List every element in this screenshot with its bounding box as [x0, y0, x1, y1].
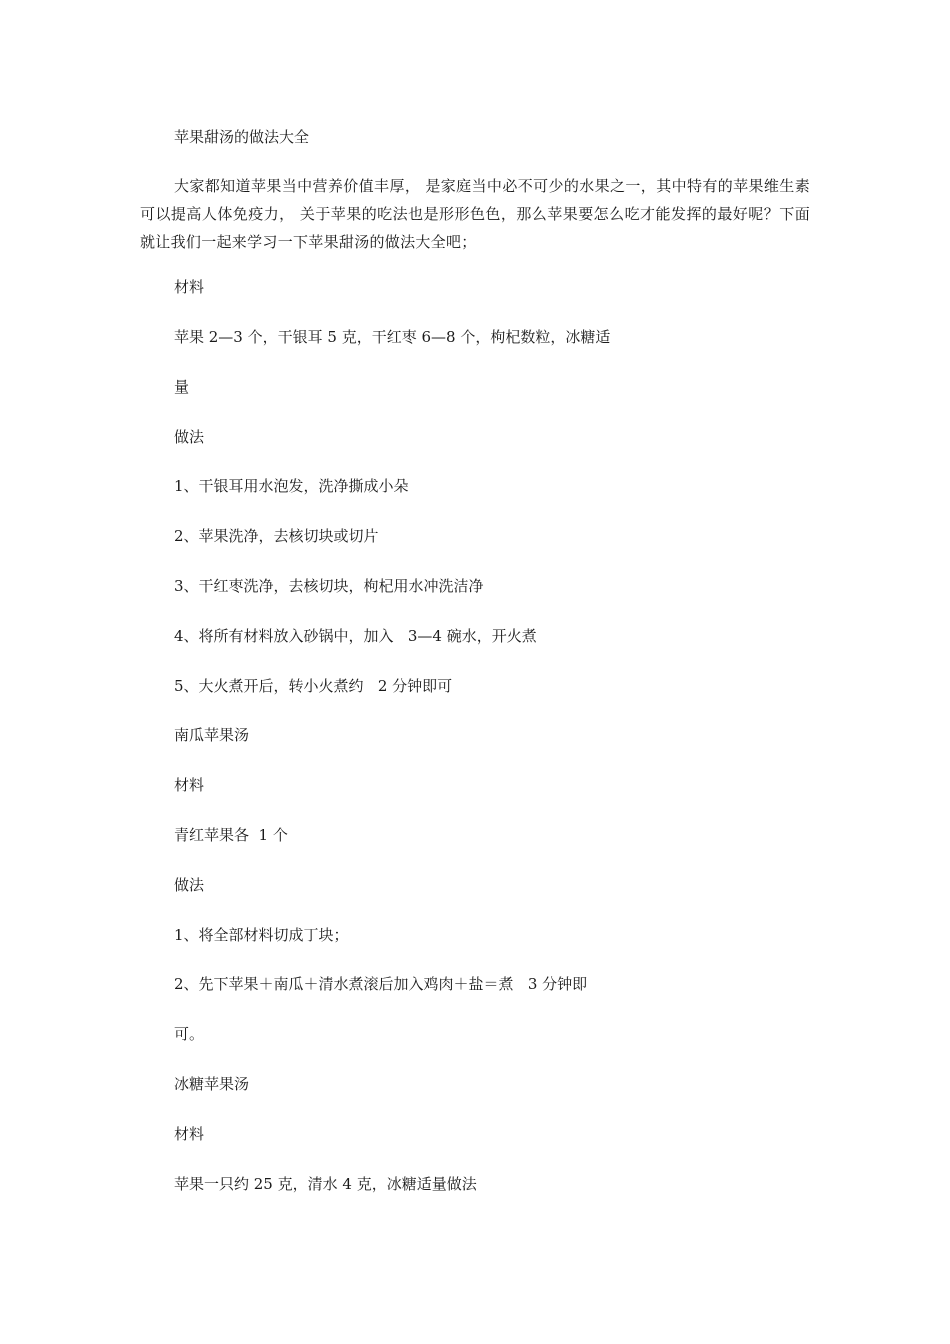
recipe2-materials-line1: 青红苹果各 1 个: [174, 826, 288, 844]
recipe1-step-5: 5、大火煮开后，转小火煮约 2 分钟即可: [174, 677, 453, 695]
recipe2-materials-heading: 材料: [174, 776, 205, 794]
document-title: 苹果甜汤的做法大全: [174, 128, 310, 146]
recipe1-step-1: 1、干银耳用水泡发，洗净撕成小朵: [174, 477, 409, 495]
recipe2-step-2-cont: 可。: [174, 1025, 205, 1043]
recipe1-step-3: 3、干红枣洗净，去核切块，枸杞用水冲洗洁净: [174, 577, 484, 595]
recipe2-step-2: 2、先下苹果＋南瓜＋清水煮滚后加入鸡肉＋盐＝煮 3 分钟即: [174, 975, 588, 993]
recipe1-materials-heading: 材料: [174, 278, 205, 296]
recipe1-step-4: 4、将所有材料放入砂锅中，加入 3—4 碗水，开火煮: [174, 627, 537, 645]
recipe1-materials-line2: 量: [174, 378, 190, 396]
recipe2-step-1: 1、将全部材料切成丁块；: [174, 926, 349, 944]
recipe2-method-heading: 做法: [174, 876, 205, 894]
recipe1-step-2: 2、苹果洗净，去核切块或切片: [174, 527, 379, 545]
recipe3-name: 冰糖苹果汤: [174, 1075, 250, 1093]
recipe1-method-heading: 做法: [174, 428, 205, 446]
recipe3-materials-heading: 材料: [174, 1125, 205, 1143]
recipe2-name: 南瓜苹果汤: [174, 726, 250, 744]
recipe3-materials-line1: 苹果一只约 25 克，清水 4 克，冰糖适量做法: [174, 1175, 477, 1193]
recipe1-materials-line1: 苹果 2—3 个，干银耳 5 克，干红枣 6—8 个，枸杞数粒，冰糖适: [174, 328, 611, 346]
intro-paragraph: 大家都知道苹果当中营养价值丰厚， 是家庭当中必不可少的水果之一，其中特有的苹果维生素可以提高人体免疫力， 关于苹果的吃法也是形形色色，那么苹果要怎么吃才能发挥的最好呢？下面就让我们一起来学习一下苹果甜汤的做法大全吧；: [140, 177, 810, 251]
